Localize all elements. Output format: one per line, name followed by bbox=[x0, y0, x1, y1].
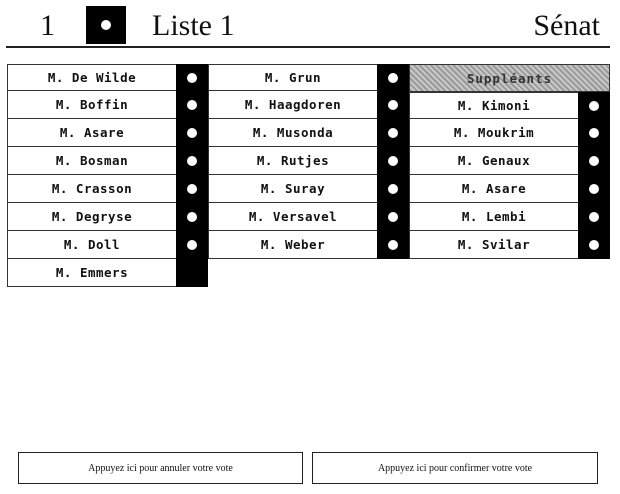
candidate-vote-button[interactable] bbox=[377, 230, 409, 259]
vote-dot-icon bbox=[187, 240, 197, 250]
substitute-name: M. Moukrim bbox=[453, 125, 535, 140]
vote-dot-icon bbox=[388, 73, 398, 83]
confirm-vote-button[interactable]: Appuyez ici pour confirmer votre vote bbox=[312, 452, 598, 484]
vote-dot-icon bbox=[187, 156, 197, 166]
substitute-name: M. Genaux bbox=[457, 153, 531, 168]
vote-dot-icon bbox=[187, 212, 197, 222]
substitute-row[interactable] bbox=[409, 175, 610, 203]
candidate-row[interactable] bbox=[7, 64, 208, 91]
candidate-vote-button[interactable] bbox=[377, 174, 409, 203]
substitute-vote-button[interactable] bbox=[578, 118, 610, 147]
substitute-name: M. Lembi bbox=[461, 209, 527, 224]
candidate-row[interactable] bbox=[208, 64, 409, 91]
candidate-row[interactable] bbox=[208, 91, 409, 119]
vote-dot-icon bbox=[388, 184, 398, 194]
candidate-name: M. Rutjes bbox=[256, 153, 330, 168]
substitute-name: M. Svilar bbox=[457, 237, 531, 252]
candidate-name: M. Bosman bbox=[55, 153, 129, 168]
candidate-vote-button[interactable] bbox=[377, 146, 409, 175]
candidate-row[interactable] bbox=[208, 175, 409, 203]
vote-dot-icon bbox=[589, 184, 599, 194]
candidate-vote-button[interactable] bbox=[176, 146, 208, 175]
cancel-vote-button[interactable]: Appuyez ici pour annuler votre vote bbox=[18, 452, 303, 484]
candidate-vote-button[interactable] bbox=[377, 118, 409, 147]
candidate-row[interactable] bbox=[208, 203, 409, 231]
candidate-row[interactable] bbox=[208, 231, 409, 259]
vote-dot-icon bbox=[589, 128, 599, 138]
candidate-name: M. Doll bbox=[63, 237, 121, 252]
candidate-row[interactable] bbox=[7, 203, 208, 231]
vote-dot-icon bbox=[187, 100, 197, 110]
vote-dot-icon bbox=[589, 101, 599, 111]
candidate-name: M. Emmers bbox=[55, 265, 129, 280]
candidate-row[interactable] bbox=[7, 119, 208, 147]
candidate-name: M. Degryse bbox=[51, 209, 133, 224]
candidate-vote-button[interactable] bbox=[176, 90, 208, 119]
substitute-row[interactable] bbox=[409, 231, 610, 259]
vote-dot-icon bbox=[388, 240, 398, 250]
candidate-name: M. Grun bbox=[264, 70, 322, 85]
candidate-vote-button[interactable] bbox=[377, 90, 409, 119]
vote-dot-icon bbox=[388, 212, 398, 222]
candidate-row[interactable] bbox=[7, 175, 208, 203]
candidate-row[interactable] bbox=[7, 231, 208, 259]
substitute-row[interactable] bbox=[409, 203, 610, 231]
candidate-vote-button[interactable] bbox=[176, 118, 208, 147]
candidate-vote-button[interactable] bbox=[377, 202, 409, 231]
substitute-vote-button[interactable] bbox=[578, 174, 610, 203]
candidate-name: M. Haagdoren bbox=[244, 97, 342, 112]
candidate-vote-button[interactable] bbox=[176, 64, 208, 91]
candidate-name: M. Asare bbox=[59, 125, 125, 140]
substitute-vote-button[interactable] bbox=[578, 230, 610, 259]
vote-dot-icon bbox=[187, 73, 197, 83]
candidate-name: M. De Wilde bbox=[47, 70, 137, 85]
vote-dot-icon bbox=[101, 20, 111, 30]
candidate-row[interactable] bbox=[7, 91, 208, 119]
candidate-name: M. Suray bbox=[260, 181, 326, 196]
vote-dot-icon bbox=[589, 240, 599, 250]
candidate-vote-button[interactable] bbox=[377, 64, 409, 91]
candidate-vote-button[interactable] bbox=[176, 202, 208, 231]
candidate-name: M. Crasson bbox=[51, 181, 133, 196]
list-name: Liste 1 bbox=[152, 9, 235, 42]
candidate-name: M. Boffin bbox=[55, 97, 129, 112]
candidate-vote-button[interactable] bbox=[176, 174, 208, 203]
candidate-vote-button[interactable] bbox=[176, 258, 208, 287]
list-vote-button[interactable] bbox=[86, 6, 126, 44]
candidate-row[interactable] bbox=[208, 147, 409, 175]
substitute-name: M. Asare bbox=[461, 181, 527, 196]
header-divider bbox=[6, 46, 610, 48]
vote-dot-icon bbox=[388, 156, 398, 166]
candidate-row[interactable] bbox=[7, 147, 208, 175]
substitute-vote-button[interactable] bbox=[578, 202, 610, 231]
substitute-row[interactable] bbox=[409, 147, 610, 175]
candidates-column-2 bbox=[208, 64, 409, 259]
substitutes-header: Suppléants bbox=[409, 64, 610, 92]
substitute-vote-button[interactable] bbox=[578, 92, 610, 119]
candidate-vote-button[interactable] bbox=[176, 230, 208, 259]
chamber-title: Sénat bbox=[533, 9, 600, 42]
substitute-vote-button[interactable] bbox=[578, 146, 610, 175]
candidate-name: M. Weber bbox=[260, 237, 326, 252]
list-number: 1 bbox=[40, 9, 55, 42]
candidate-row[interactable] bbox=[208, 119, 409, 147]
vote-dot-icon bbox=[388, 128, 398, 138]
candidate-name: M. Versavel bbox=[248, 209, 338, 224]
candidate-name: M. Musonda bbox=[252, 125, 334, 140]
vote-dot-icon bbox=[187, 184, 197, 194]
vote-dot-icon bbox=[589, 156, 599, 166]
substitute-row[interactable] bbox=[409, 92, 610, 119]
vote-dot-icon bbox=[388, 100, 398, 110]
ballot-header bbox=[0, 0, 620, 48]
vote-dot-icon bbox=[589, 212, 599, 222]
candidates-column-1 bbox=[7, 64, 208, 287]
substitute-row[interactable] bbox=[409, 119, 610, 147]
substitutes-column bbox=[409, 64, 610, 259]
substitute-name: M. Kimoni bbox=[457, 98, 531, 113]
candidate-row[interactable] bbox=[7, 259, 208, 287]
vote-dot-icon bbox=[187, 128, 197, 138]
